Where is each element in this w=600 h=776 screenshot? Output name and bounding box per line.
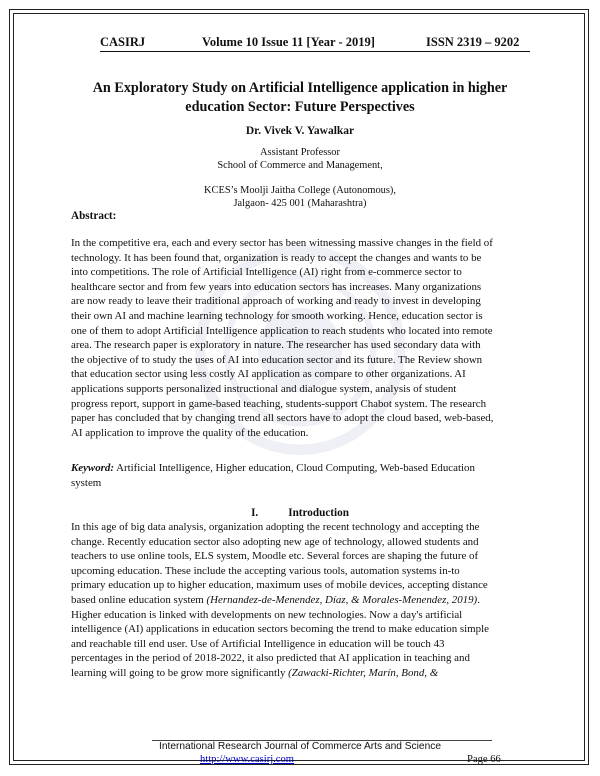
author-location: Jalgaon- 425 001 (Maharashtra) — [233, 198, 367, 209]
section-title: Introduction — [288, 507, 349, 519]
abstract-line: area. The research paper is exploratory in nature. The researcher has used secondary data with — [71, 339, 481, 352]
abstract-line: In the competitive era, each and every sector has been witnessing massive changes in the field of — [71, 237, 493, 249]
page-number: Page 66 — [467, 754, 501, 765]
author-position: Assistant Professor — [260, 147, 340, 158]
intro-line-end: . — [477, 593, 480, 606]
abstract-line: progress report, support in game-based teaching, students-support Chabot system. The research — [71, 397, 487, 410]
keywords-text: Artificial Intelligence, Higher education, Cloud Computing, Web-based Education — [113, 462, 475, 474]
abstract-line: are now ready to leave their traditional approach of working and ready to invest in developing — [71, 295, 481, 308]
abstract-line: that education sector using less costly AI application as compare to other organizations. AI — [71, 368, 466, 381]
intro-line: primary education up to higher education, maximum uses of mobile devices, accepting distance — [71, 579, 488, 592]
journal-abbrev: CASIRJ — [100, 35, 146, 49]
intro-line: upcoming education. These include the accepting various tools, automation systems in-to — [71, 564, 460, 577]
journal-volume: Volume 10 Issue 11 [Year - 2019] — [202, 35, 375, 49]
citation: (Hernandez-de-Menendez, Díaz, & Morales-Menendez, 2019) — [206, 593, 478, 606]
journal-issn: ISSN 2319 – 9202 — [426, 35, 520, 49]
abstract-body — [71, 236, 529, 440]
keywords-label: Keyword: — [71, 462, 114, 474]
abstract-line: applications supports personalized instructional and dialogue system, analysis of student — [71, 382, 457, 395]
intro-line: intelligence (AI) applications in education sectors becoming the trend to make education simple — [71, 623, 489, 636]
intro-line: learning will going to be grow more significantly — [71, 666, 289, 679]
abstract-line: technology. It has been found that, organization is ready to accept the changes and wants to be — [71, 251, 482, 264]
footer-journal-link[interactable]: http://www.casirj.com — [200, 754, 295, 765]
title-line-1: An Exploratory Study on Artificial Intelligence application in higher — [92, 80, 508, 96]
abstract-line: into competitions. The role of Artificial Intelligence (AI) right from e-commerce sector to — [71, 266, 462, 279]
intro-line: and reachable till end user. Use of Artificial Intelligence in education will be touch 43 — [71, 637, 445, 650]
keywords — [71, 461, 529, 490]
abstract-line: paper has concluded that by changing trend all sectors have to adopt the cloud based, web-based, — [71, 412, 494, 425]
intro-line: teachers to use online tools, ELS system, Moodle etc. Several forces are shaping the future of — [71, 550, 479, 563]
abstract-line: healthcare sector and from few years into education sectors has increases. Many organizations — [71, 280, 482, 293]
paper-title — [60, 79, 540, 117]
abstract-line: one of them to adopt Artificial Intelligence application to reach students who located into remote — [71, 324, 493, 337]
abstract-heading: Abstract: — [71, 210, 117, 222]
section-number: I. — [251, 507, 259, 519]
footer-journal-name: International Research Journal of Commerce Arts and Science — [159, 741, 441, 752]
introduction-body — [71, 520, 529, 681]
abstract-line: the objective of to study the uses of AI into education sector and its future. The Review shown — [71, 353, 483, 366]
citation: (Zawacki-Richter, Marín, Bond, & — [288, 666, 439, 679]
author-name: Dr. Vivek V. Yawalkar — [245, 125, 355, 137]
section-heading-introduction — [0, 507, 600, 519]
intro-line: change. Recently education sector also adopting new age of technology, allowed students and — [71, 535, 479, 548]
intro-line: based online education system — [71, 593, 207, 606]
intro-line: In this age of big data analysis, organization adopting the recent technology and accepting the — [71, 521, 480, 533]
author-college: KCES’s Moolji Jaitha College (Autonomous), — [204, 185, 396, 196]
title-line-2: education Sector: Future Perspectives — [185, 99, 415, 115]
keywords-text-continued: system — [71, 476, 102, 489]
intro-line: Higher education is linked with developments on new technologies. Now a day's artificial — [71, 608, 463, 621]
abstract-line: their own AI and machine learning technology for smooth working. Hence, education sector is — [71, 309, 483, 322]
journal-header — [100, 35, 530, 52]
author-school: School of Commerce and Management, — [217, 160, 383, 171]
intro-line: percentages in the period of 2018-2022, it also predicted that AI application in teaching and — [71, 652, 470, 665]
abstract-line: AI application to improve the quality of the education. — [71, 426, 309, 439]
